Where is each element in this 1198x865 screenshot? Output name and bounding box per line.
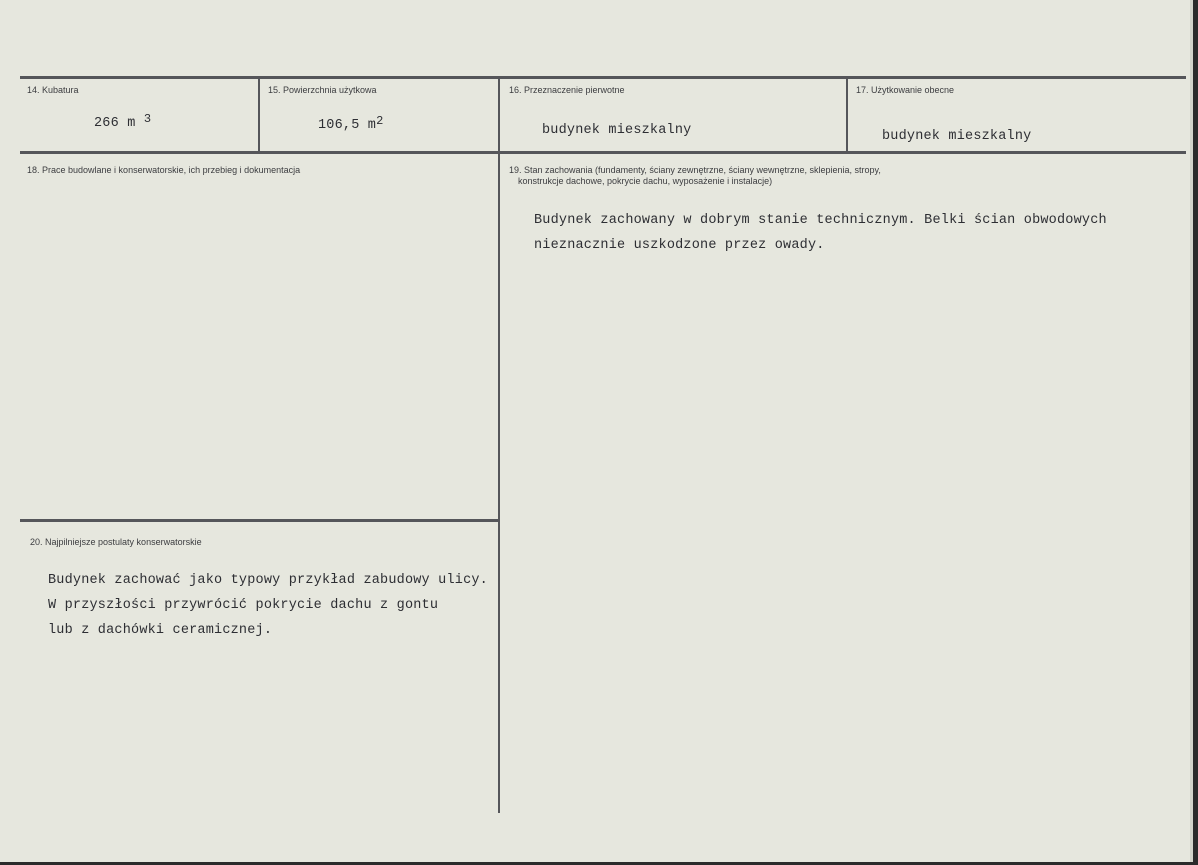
- field-19-text-line: Budynek zachowany w dobrym stanie technicznym. Belki ścian obwodowych: [534, 213, 1107, 228]
- top-rule: [20, 76, 1186, 79]
- field-19-label: [509, 165, 881, 187]
- field-20-text-line: W przyszłości przywrócić pokrycie dachu z gontu: [48, 598, 439, 613]
- field-16-label: 16. Przeznaczenie pierwotne: [509, 85, 625, 95]
- field-20-text-line: lub z dachówki ceramicznej.: [48, 623, 273, 638]
- field-15-label: 15. Powierzchnia użytkowa: [268, 85, 377, 95]
- field-19-label-line1: 19. Stan zachowania (fundamenty, ściany zewnętrzne, ściany wewnętrzne, sklepienia, stropy,: [509, 165, 881, 175]
- divider-14-15: [258, 78, 260, 152]
- field-20-text: [48, 568, 488, 643]
- header-row-rule: [20, 151, 1186, 154]
- field-18-label: 18. Prace budowlane i konserwatorskie, ich przebieg i dokumentacja: [27, 165, 301, 175]
- field-17-label: 17. Użytkowanie obecne: [856, 85, 955, 95]
- field-16-value: budynek mieszkalny: [542, 123, 692, 138]
- field-19-text-line: nieznacznie uszkodzone przez owady.: [534, 238, 825, 253]
- field-14-label: 14. Kubatura: [27, 85, 79, 95]
- field-20-label: 20. Najpilniejsze postulaty konserwatorskie: [30, 537, 202, 547]
- field-17-value: budynek mieszkalny: [882, 129, 1032, 144]
- field-14-exponent: 3: [143, 112, 152, 126]
- field-19-label-line2: konstrukcje dachowe, pokrycie dachu, wyposażenie i instalacje): [518, 176, 773, 186]
- section-20-rule: [20, 519, 498, 522]
- field-15-value: [318, 114, 384, 133]
- field-14-number: 266 m: [94, 116, 136, 131]
- divider-main: [498, 78, 500, 813]
- field-19-text: [534, 208, 1107, 258]
- field-20-text-line: Budynek zachować jako typowy przykład zabudowy ulicy.: [48, 573, 488, 588]
- field-15-number: 106,5 m: [318, 118, 377, 133]
- divider-16-17: [846, 78, 848, 152]
- field-15-exponent: 2: [376, 114, 384, 128]
- field-14-value: [94, 112, 152, 131]
